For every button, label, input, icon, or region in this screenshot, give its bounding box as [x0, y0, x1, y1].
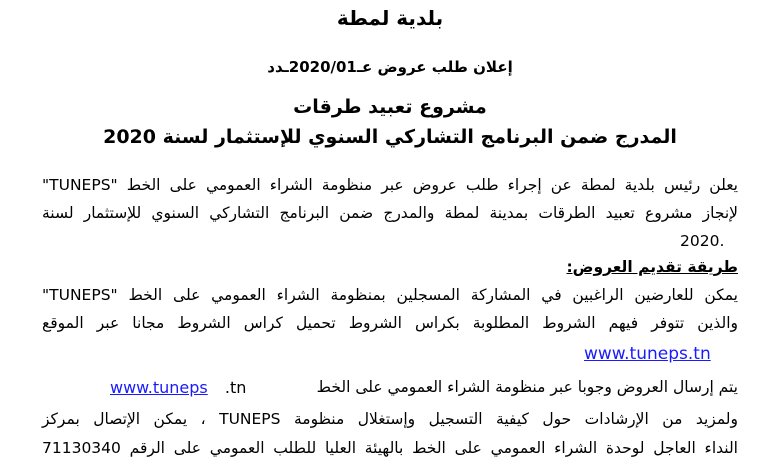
paragraph-3-link: [110, 378, 246, 397]
paragraph-2-line-2: والذين تتوفر فيهم الشروط المطلوبة بكراس الشروط تحميل كراس الشروط مجانا عبر الموقع: [42, 314, 738, 332]
tuneps-domain-suffix: .tn: [224, 378, 247, 397]
paragraph-4-line-2: النداء العاجل لوحدة الشراء العمومي على الخط بالهيئة العليا للطلب العمومي على الرقم 71130340: [42, 439, 738, 457]
project-subtitle: المدرج ضمن البرنامج التشاركي السنوي للإستثمار لسنة 2020: [103, 126, 677, 148]
paragraph-3: [317, 378, 738, 396]
tuneps-link-1-text[interactable]: www.tuneps.tn: [584, 344, 711, 364]
tender-notice-number: إعلان طلب عروض عـ2020/01ـدد: [267, 58, 513, 76]
paragraph-1-line-2: لإنجاز مشروع تعبيد الطرقات بمدينة لمطة والمدرج ضمن البرنامج التشاركي السنوي للإستثمار لسنة: [42, 204, 738, 222]
paragraph-4-line-1: ولمزيد من الإرشادات حول كيفية التسجيل وإستغلال منظومة TUNEPS ، يمكن الإتصال بمركز: [42, 410, 738, 428]
paragraph-2-line-1: يمكن للعارضين الراغبين في المشاركة المسجلين بمنظومة الشراء العمومي على الخط "TUNEPS": [42, 286, 738, 304]
project-title: مشروع تعبيد طرقات: [293, 96, 487, 118]
municipality-title: بلدية لمطة: [336, 6, 444, 30]
paragraph-3-prefix: يتم إرسال العروض وجوبا عبر منظومة الشراء العمومي على الخط: [316, 378, 738, 396]
paragraph-1-line-3: 2020.: [680, 232, 725, 250]
tuneps-link-1[interactable]: [584, 344, 711, 364]
paragraph-1-line-1: يعلن رئيس بلدية لمطة عن إجراء طلب عروض عبر منظومة الشراء العمومي على الخط "TUNEPS": [42, 176, 738, 194]
section-heading: طريقة تقديم العروض:: [566, 258, 738, 276]
tuneps-link-2[interactable]: www.tuneps: [110, 378, 208, 397]
